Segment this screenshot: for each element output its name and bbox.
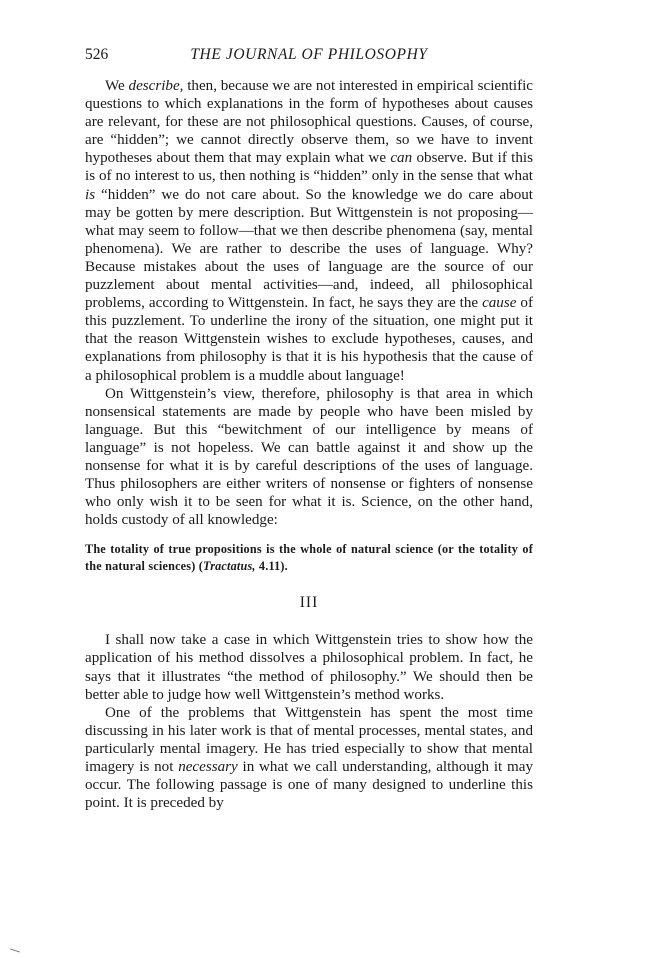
text-run: On Wittgenstein’s view, therefore, philosophy is that area in which nonsensical statements are made by people who have been misled by language. But this “bewitchment of our intelligence by means of language” is not hopeless. We can battle against it and show up the nonsense for what it is by careful descriptions of the uses of language. Thus philosophers are either writers of nonsense or fighters of nonsense who only wish it to be seen for what it is. Science, on the other hand, holds custody of all knowledge:: [85, 385, 533, 529]
italic-text: necessary: [178, 759, 238, 775]
section-heading: III: [299, 594, 319, 612]
text-run: I shall now take a case in which Wittgenstein tries to show how the application of his method dissolves a philosophical problem. In fact, he says that it illustrates “the method of philosophy.” We should then be better able to judge how well Wittgenstein’s method works.: [85, 632, 533, 703]
journal-page: [85, 46, 533, 812]
italic-text: cause: [482, 295, 517, 312]
text-run: of this puzzlement. To underline the irony of the situation, one might put it that the reason Wittgenstein wishes to exclude hypotheses, causes, and explanations from philosophy is that it is his hypothesis that the cause of a philosophical problem is a muddle about language!: [85, 295, 533, 384]
running-header: [85, 46, 533, 70]
paragraph: [85, 385, 533, 530]
block-quote: [85, 541, 533, 574]
italic-text: Tractatus,: [203, 558, 256, 573]
text-run: The totality of true propositions is the whole of natural science (or the totality of the natural sciences) (: [85, 542, 533, 573]
text-run: We: [105, 78, 129, 94]
italic-text: can: [390, 150, 413, 167]
italic-text: is: [85, 186, 96, 203]
paragraph: [85, 631, 533, 703]
text-run: observe. But if this is of no interest to us, then nothing is “hidden” only in the sense that what: [85, 150, 533, 185]
article-body: [85, 77, 533, 812]
text-run: One of the problems that Wittgenstein has spent the most time discussing in his later work is that of mental processes, mental states, and particularly mental imagery. He has tried especially to show that mental imagery is not: [85, 704, 533, 775]
margin-mark: [10, 948, 20, 952]
text-run: “hidden” we do not care about. So the knowledge we do care about may be gotten by mere description. But Wittgenstein is not proposing—what may seem to follow—that we then describe phenomena (say, mental phenomena). We are rather to describe the uses of language. Why? Because mistakes about the uses of language are the source of our puzzlement about mental activities—and, indeed, all philosophical problems, according to Wittgenstein. In fact, he says they are the: [85, 186, 533, 312]
page-number: 526: [85, 46, 109, 63]
paragraph: [85, 77, 533, 385]
text-run: 4.11).: [255, 558, 288, 573]
journal-title: THE JOURNAL OF PHILOSOPHY: [190, 46, 428, 63]
text-run: in what we call understanding, although it may occur. The following passage is one of many designed to underline this point. It is preceded by: [85, 759, 533, 812]
paragraph: [85, 704, 533, 813]
text-run: then, because we are not interested in empirical scientific questions to which explanations in the form of hypotheses about causes are relevant, for these are not philosophical questions. Causes, of course, are “hidden”; we cannot directly observe them, so we have to invent hypotheses about them that may explain what we: [85, 78, 533, 167]
italic-text: describe,: [128, 78, 184, 94]
